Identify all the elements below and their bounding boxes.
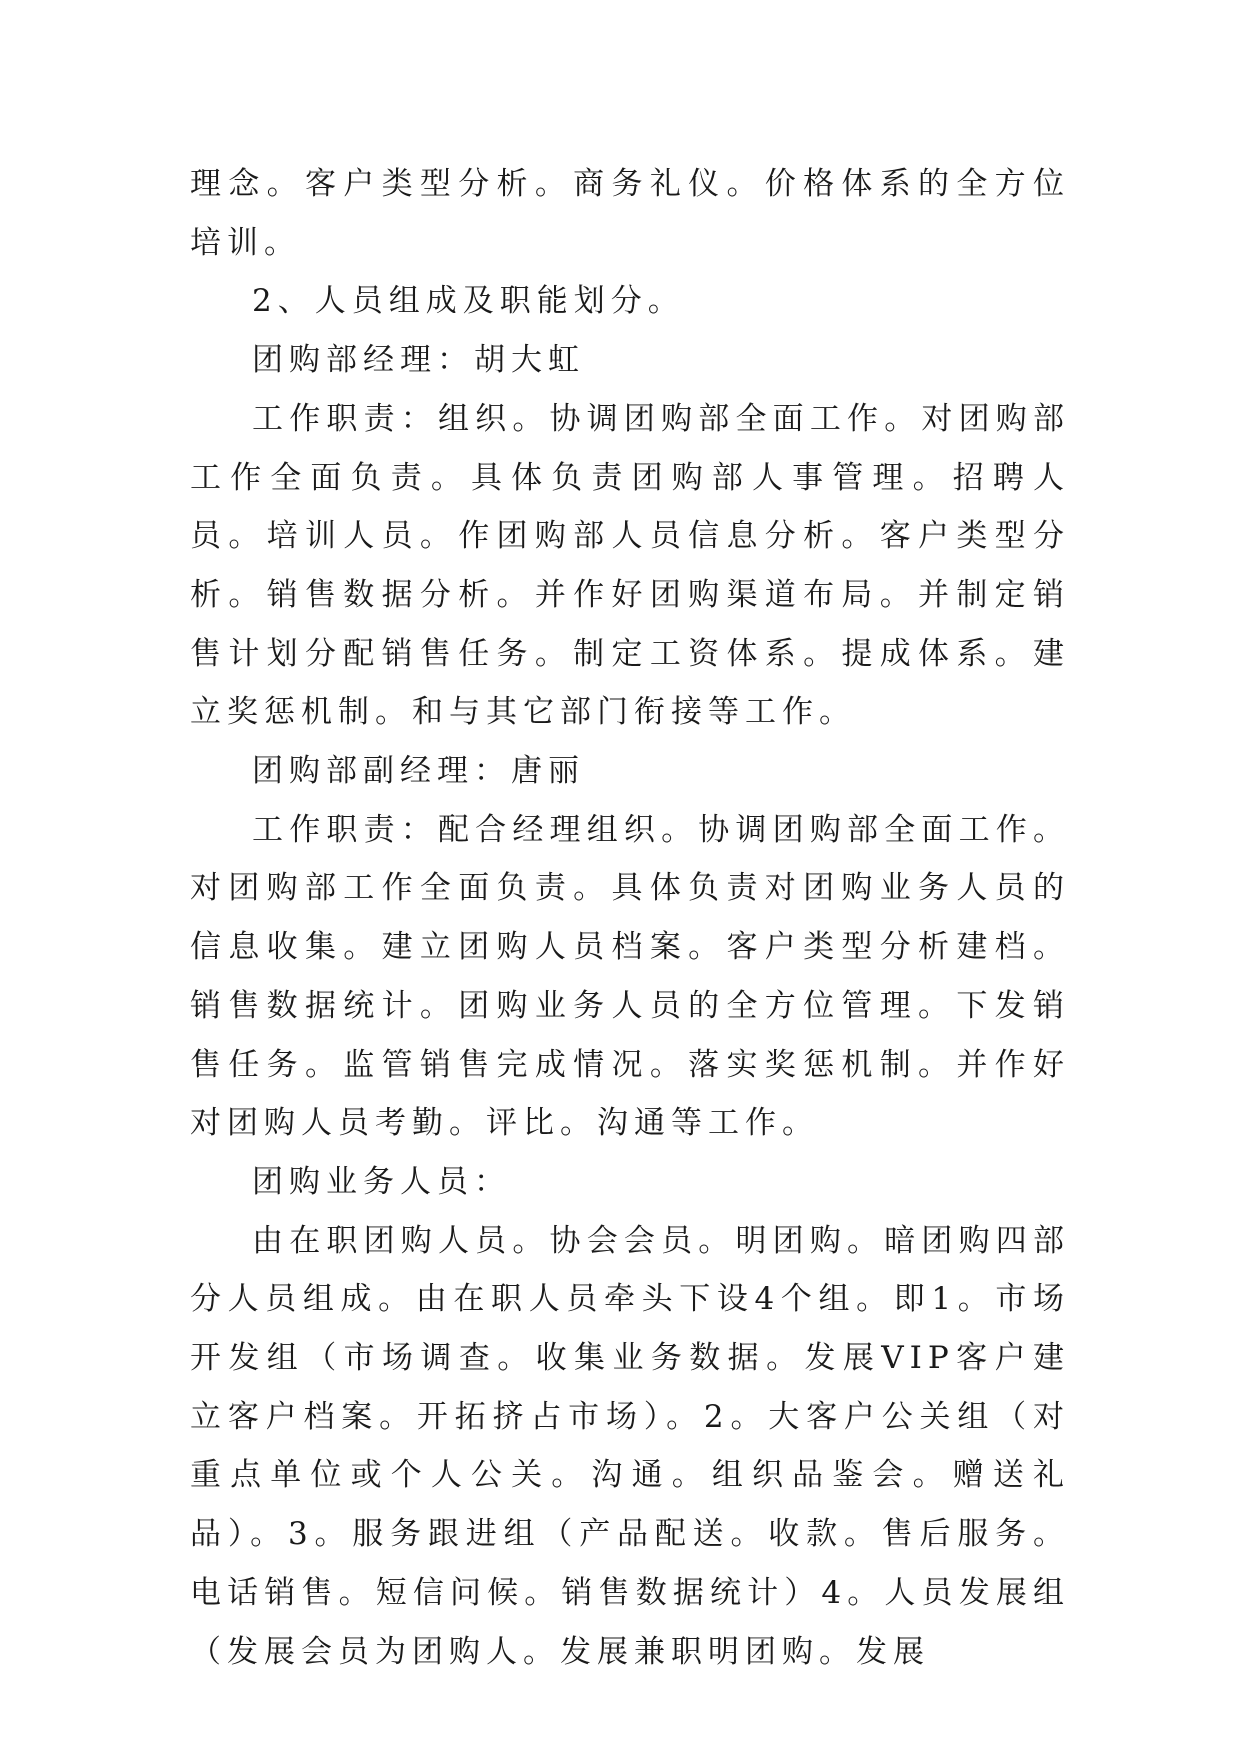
paragraph-deputy-manager-name: 团购部副经理：唐丽 — [252, 753, 585, 790]
paragraph-manager-duties: 工作职责：组织。协调团购部全面工作。对团购部工作全面负责。具体负责团购部人事管理。招聘人员。培训人员。作团购部人员信息分析。客户类型分析。销售数据分析。并作好团购渠道布局。并制定销售计划分配销售任务。制定工资体系。提成体系。建立奖惩机制。和与其它部门衔接等工作。 — [190, 400, 1070, 731]
paragraph-sales-staff-heading: 团购业务人员： — [252, 1163, 511, 1200]
paragraph-deputy-manager-duties: 工作职责：配合经理组织。协调团购部全面工作。对团购部工作全面负责。具体负责对团购业务人员的信息收集。建立团购人员档案。客户类型分析建档。销售数据统计。团购业务人员的全方位管理。下发销售任务。监管销售完成情况。落实奖惩机制。并作好对团购人员考勤。评比。沟通等工作。 — [190, 811, 1070, 1142]
paragraph-sales-staff-composition: 由在职团购人员。协会会员。明团购。暗团购四部分人员组成。由在职人员牵头下设4个组。即1。市场开发组（市场调查。收集业务数据。发展VIP客户建立客户档案。开拓挤占市场）。2。大客户公关组（对重点单位或个人公关。沟通。组织品鉴会。赠送礼品）。3。服务跟进组（产品配送。收款。售后服务。电话销售。短信问候。销售数据统计）4。人员发展组（发展会员为团购人。发展兼职明团购。发展 — [190, 1222, 1070, 1670]
document-body — [190, 155, 1070, 1681]
section-heading-staff-composition: 2、人员组成及职能划分。 — [252, 283, 685, 320]
paragraph-manager-name: 团购部经理：胡大虹 — [252, 342, 585, 379]
paragraph-training-continuation: 理念。客户类型分析。商务礼仪。价格体系的全方位培训。 — [190, 166, 1070, 261]
